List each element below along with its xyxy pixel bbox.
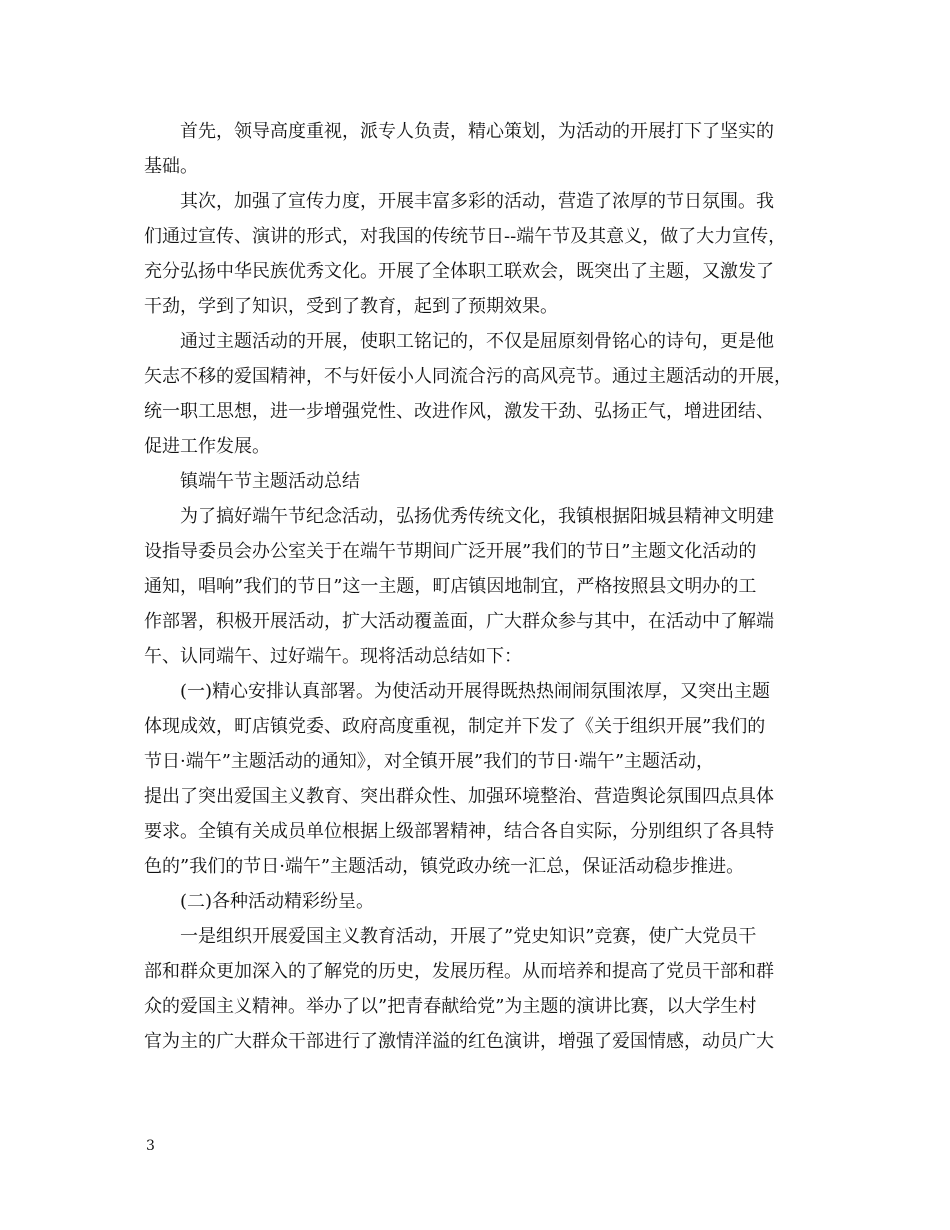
page-number: 3 [146, 1138, 155, 1154]
paragraph-arrangement [144, 674, 804, 884]
text-line: 矢志不移的爱国精神，不与奸佞小人同流合污的高风亮节。通过主题活动的开展， [144, 366, 792, 387]
section-subtitle-text: (二)各种活动精彩纷呈。 [180, 891, 375, 912]
text-line: 午、认同端午、过好端午。现将活动总结如下： [144, 646, 522, 667]
text-line: 提出了突出爱国主义教育、突出群众性、加强环境整治、营造舆论氛围四点具体 [144, 786, 774, 807]
text-line: 促进工作发展。 [144, 436, 270, 457]
text-line: 体现成效，町店镇党委、政府高度重视，制定并下发了《关于组织开展”我们的 [144, 716, 766, 737]
paragraph-leadership [144, 114, 804, 184]
text-line: 首先，领导高度重视，派专人负责，精心策划，为活动的开展打下了坚实的 [180, 121, 774, 142]
text-line: (一)精心安排认真部署。为使活动开展得既热热闹闹氛围浓厚，又突出主题 [180, 681, 771, 702]
section-title-text: 镇端午节主题活动总结 [180, 471, 360, 492]
paragraph-activities [144, 919, 804, 1059]
text-line: 一是组织开展爱国主义教育活动，开展了”党史知识”竞赛，使广大党员干 [180, 926, 757, 947]
text-line: 节日·端午”主题活动的通知》，对全镇开展”我们的节日·端午”主题活动， [144, 751, 715, 772]
text-line: 官为主的广大群众干部进行了激情洋溢的红色演讲，增强了爱国情感，动员广大 [144, 1031, 774, 1052]
section-subtitle [144, 884, 804, 919]
text-line: 要求。全镇有关成员单位根据上级部署精神，结合各自实际，分别组织了各具特 [144, 821, 774, 842]
paragraph-publicity [144, 184, 804, 324]
text-line: 部和群众更加深入的了解党的历史，发展历程。从而培养和提高了党员干部和群 [144, 961, 774, 982]
text-line: 色的”我们的节日·端午”主题活动，镇党政办统一汇总，保证活动稳步推进。 [144, 856, 745, 877]
text-line: 充分弘扬中华民族优秀文化。开展了全体职工联欢会，既突出了主题，又激发了 [144, 261, 774, 282]
paragraph-introduction [144, 499, 804, 674]
text-line: 为了搞好端午节纪念活动，弘扬优秀传统文化，我镇根据阳城县精神文明建 [180, 506, 774, 527]
text-line: 众的爱国主义精神。举办了以”把青春献给党”为主题的演讲比赛，以大学生村 [144, 996, 757, 1017]
paragraph-outcome [144, 324, 804, 464]
text-line: 通过主题活动的开展，使职工铭记的，不仅是屈原刻骨铭心的诗句，更是他 [180, 331, 774, 352]
document-body [144, 114, 804, 1059]
text-line: 其次，加强了宣传力度，开展丰富多彩的活动，营造了浓厚的节日氛围。我 [180, 191, 774, 212]
text-line: 统一职工思想，进一步增强党性、改进作风，激发干劲、弘扬正气，增进团结、 [144, 401, 774, 422]
text-line: 设指导委员会办公室关于在端午节期间广泛开展”我们的节日”主题文化活动的 [144, 541, 757, 562]
section-title [144, 464, 804, 499]
text-line: 作部署，积极开展活动，扩大活动覆盖面，广大群众参与其中，在活动中了解端 [144, 611, 774, 632]
text-line: 通知，唱响”我们的节日”这一主题，町店镇因地制宜，严格按照县文明办的工 [144, 576, 757, 597]
text-line: 们通过宣传、演讲的形式，对我国的传统节日--端午节及其意义，做了大力宣传， [144, 226, 787, 247]
text-line: 干劲，学到了知识，受到了教育，起到了预期效果。 [144, 296, 558, 317]
text-line: 基础。 [144, 156, 198, 177]
